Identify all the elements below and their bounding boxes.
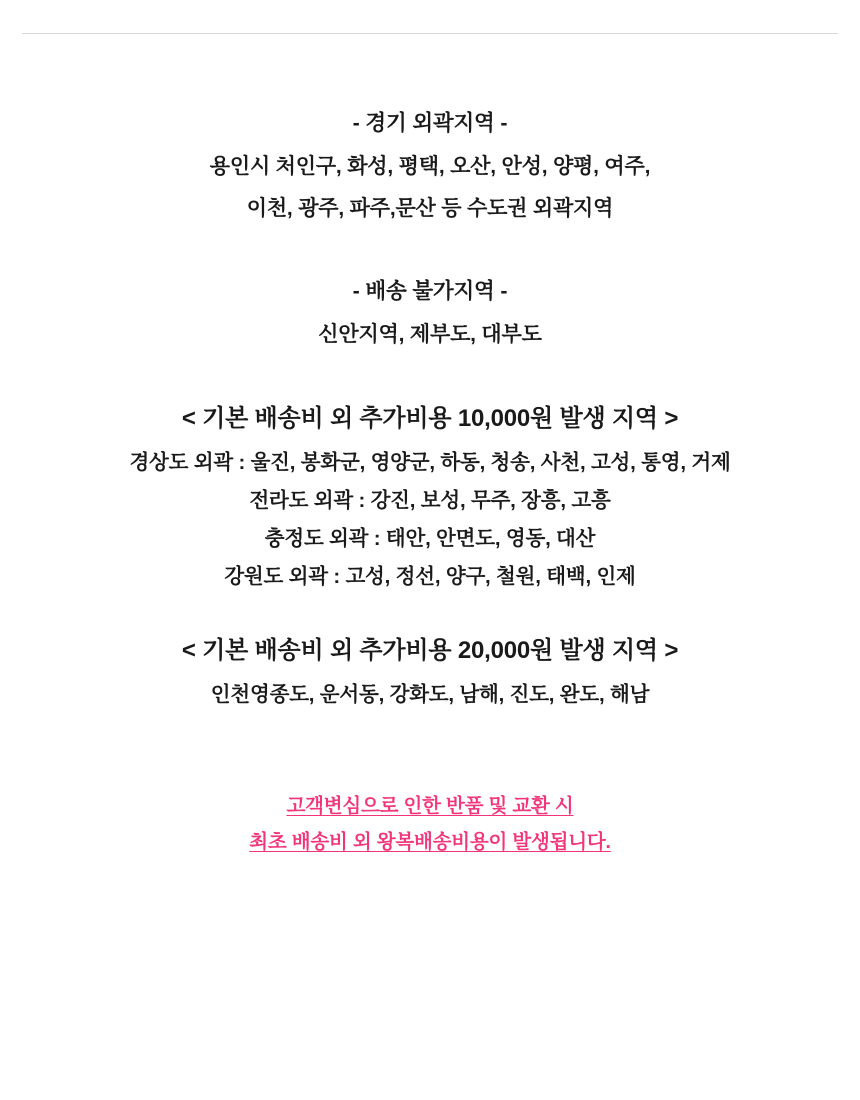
spacer	[0, 230, 860, 268]
section-line: 전라도 외곽 : 강진, 보성, 무주, 장흥, 고흥	[249, 489, 611, 512]
notice-content	[0, 100, 860, 860]
top-divider	[22, 33, 838, 34]
spacer	[0, 356, 860, 394]
notice-line: 최초 배송비 외 왕복배송비용이 발생됩니다.	[249, 831, 611, 853]
section-extra-fee-10000	[0, 394, 860, 596]
section-gyeonggi-outskirts	[0, 100, 860, 230]
section-heading: - 배송 불가지역 -	[352, 279, 508, 303]
section-line: 경상도 외곽 : 울진, 봉화군, 영양군, 하동, 청송, 사천, 고성, 통영, 거제	[129, 451, 731, 474]
section-heading: - 경기 외곽지역 -	[352, 111, 508, 135]
notice-line: 고객변심으로 인한 반품 및 교환 시	[286, 795, 574, 817]
section-line: 충정도 외곽 : 태안, 안면도, 영동, 대산	[264, 527, 596, 550]
section-extra-fee-20000	[0, 626, 860, 714]
section-line: 강원도 외곽 : 고성, 정선, 양구, 철원, 태백, 인제	[224, 565, 636, 588]
section-line: 이천, 광주, 파주,문산 등 수도권 외곽지역	[246, 197, 614, 220]
spacer	[0, 714, 860, 788]
section-line: 신안지역, 제부도, 대부도	[318, 323, 542, 346]
section-heading: < 기본 배송비 외 추가비용 20,000원 발생 지역 >	[181, 637, 679, 664]
section-no-delivery	[0, 268, 860, 356]
section-line: 인천영종도, 운서동, 강화도, 남해, 진도, 완도, 해남	[210, 683, 650, 706]
section-line: 용인시 처인구, 화성, 평택, 오산, 안성, 양평, 여주,	[209, 155, 651, 178]
spacer	[0, 596, 860, 626]
return-exchange-notice	[0, 788, 860, 860]
section-heading: < 기본 배송비 외 추가비용 10,000원 발생 지역 >	[181, 405, 679, 432]
